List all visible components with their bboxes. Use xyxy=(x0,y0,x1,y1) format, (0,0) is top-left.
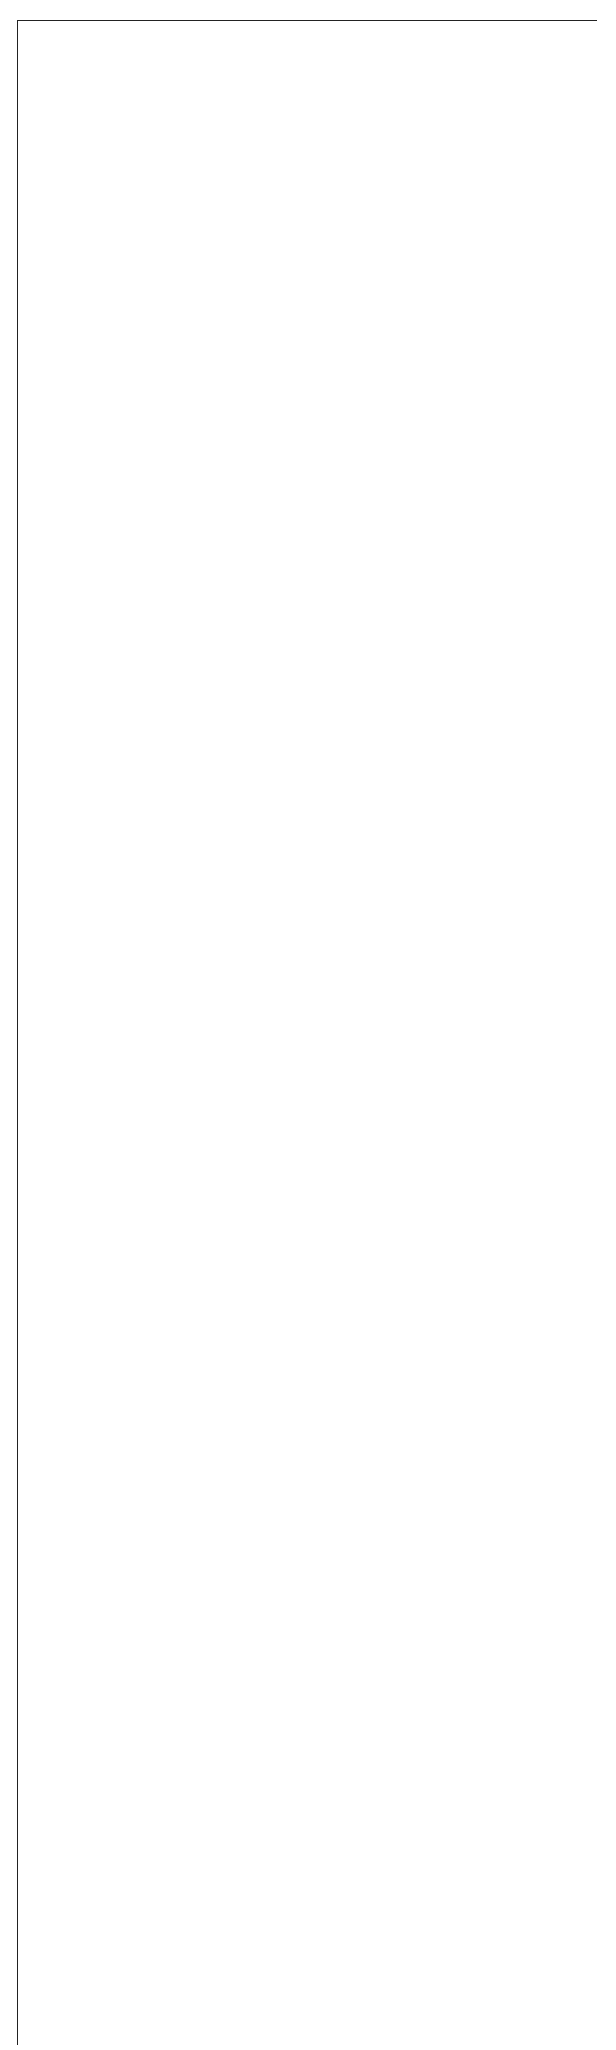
exam-schedule-table xyxy=(17,20,597,2045)
table-grid xyxy=(17,20,597,2045)
